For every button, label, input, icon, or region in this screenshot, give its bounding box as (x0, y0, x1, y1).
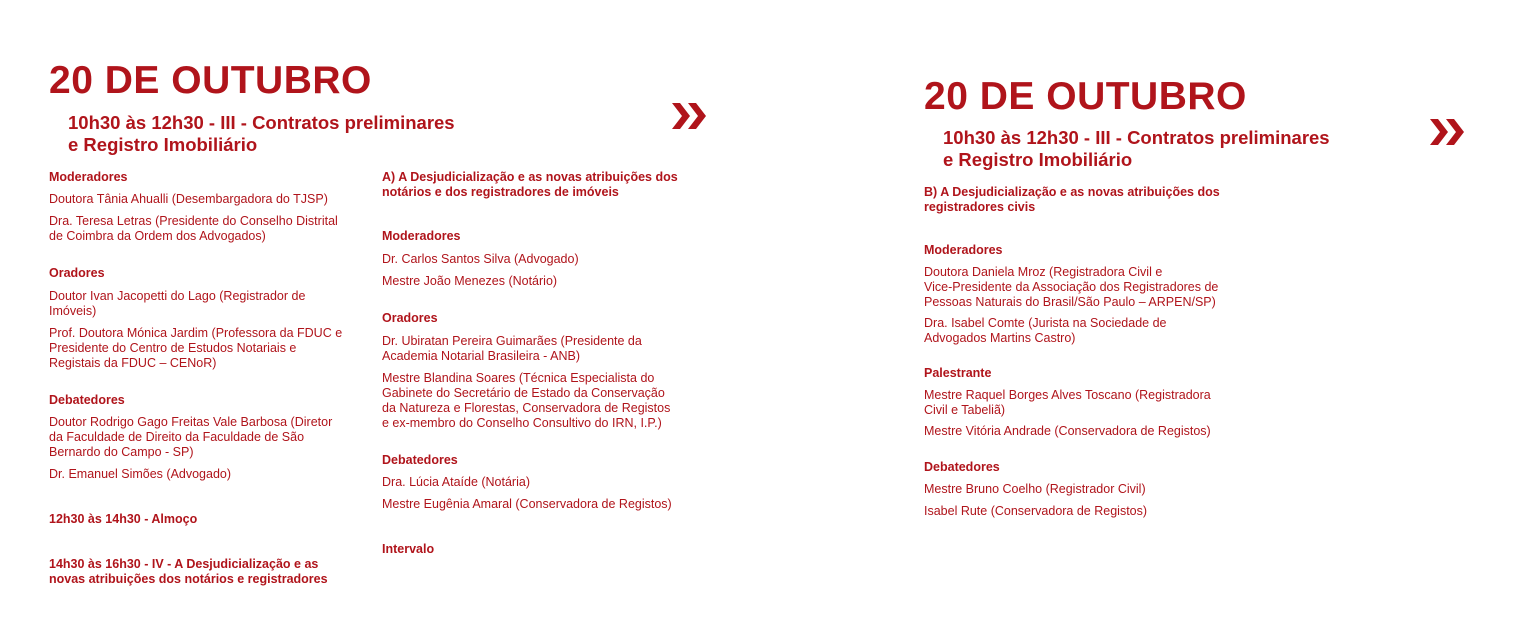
speaker-1: Dr. Ubiratan Pereira Guimarães (Presidente da Academia Notarial Brasileira - ANB) (382, 334, 642, 363)
lecturer-1: Mestre Raquel Borges Alves Toscano (Registradora Civil e Tabeliã) (924, 388, 1211, 417)
right-page (760, 0, 1531, 641)
double-chevron-right-icon (672, 101, 712, 131)
oradores-heading: Oradores (382, 311, 438, 325)
right-date-heading: 20 DE OUTUBRO (924, 75, 1247, 118)
left-session-title: 10h30 às 12h30 - III - Contratos preliminares e Registro Imobiliário (68, 112, 455, 155)
left-page (0, 0, 760, 641)
right-session-title: 10h30 às 12h30 - III - Contratos preliminares e Registro Imobiliário (943, 127, 1330, 170)
lunch-break: 12h30 às 14h30 - Almoço (49, 512, 198, 526)
moderator-1: Doutora Tânia Ahualli (Desembargadora do TJSP) (49, 192, 328, 206)
debater-1: Dra. Lúcia Ataíde (Notária) (382, 475, 530, 489)
debatedores-heading: Debatedores (382, 453, 458, 467)
speaker-2: Mestre Blandina Soares (Técnica Especialista do Gabinete do Secretário de Estado da Conservação da Natureza e Florestas, Conservadora de Registos e ex-membro do Conselho Consultivo do IRN, I.P.) (382, 371, 671, 430)
moderadores-heading: Moderadores (49, 170, 128, 184)
moderator-2: Dra. Isabel Comte (Jurista na Sociedade de Advogados Martins Castro) (924, 316, 1167, 345)
debatedores-heading: Debatedores (924, 460, 1000, 474)
speaker-1: Doutor Ivan Jacopetti do Lago (Registrador de Imóveis) (49, 289, 306, 318)
topic-b-title: B) A Desjudicialização e as novas atribuições dos registradores civis (924, 185, 1220, 214)
moderadores-heading: Moderadores (924, 243, 1003, 257)
debater-1: Doutor Rodrigo Gago Freitas Vale Barbosa (Diretor da Faculdade de Direito da Faculdade de São Bernardo do Campo - SP) (49, 415, 333, 459)
interval: Intervalo (382, 542, 435, 556)
debater-2: Isabel Rute (Conservadora de Registos) (924, 504, 1148, 518)
moderator-1: Doutora Daniela Mroz (Registradora Civil e Vice-Presidente da Associação dos Registradores de Pessoas Naturais do Brasil/São Paulo – ARPEN/SP) (924, 265, 1219, 309)
debatedores-heading: Debatedores (49, 393, 125, 407)
left-date-heading: 20 DE OUTUBRO (49, 59, 372, 102)
palestrante-heading: Palestrante (924, 366, 992, 380)
moderator-2: Mestre João Menezes (Notário) (382, 274, 558, 288)
moderator-1: Dr. Carlos Santos Silva (Advogado) (382, 252, 579, 266)
moderator-2: Dra. Teresa Letras (Presidente do Conselho Distrital de Coimbra da Ordem dos Advogados) (49, 214, 338, 243)
debater-2: Dr. Emanuel Simões (Advogado) (49, 467, 232, 481)
moderadores-heading: Moderadores (382, 229, 461, 243)
session-iv-title: 14h30 às 16h30 - IV - A Desjudicialização e as novas atribuições dos notários e registradores (49, 557, 328, 586)
oradores-heading: Oradores (49, 266, 105, 280)
topic-a-title: A) A Desjudicialização e as novas atribuições dos notários e dos registradores de imóveis (382, 170, 678, 199)
debater-2: Mestre Eugênia Amaral (Conservadora de Registos) (382, 497, 672, 511)
speaker-2: Prof. Doutora Mónica Jardim (Professora da FDUC e Presidente do Centro de Estudos Notariais e Registais da FDUC – CENoR) (49, 326, 343, 370)
debater-1: Mestre Bruno Coelho (Registrador Civil) (924, 482, 1146, 496)
lecturer-2: Mestre Vitória Andrade (Conservadora de Registos) (924, 424, 1211, 438)
double-chevron-right-icon (1430, 117, 1470, 147)
